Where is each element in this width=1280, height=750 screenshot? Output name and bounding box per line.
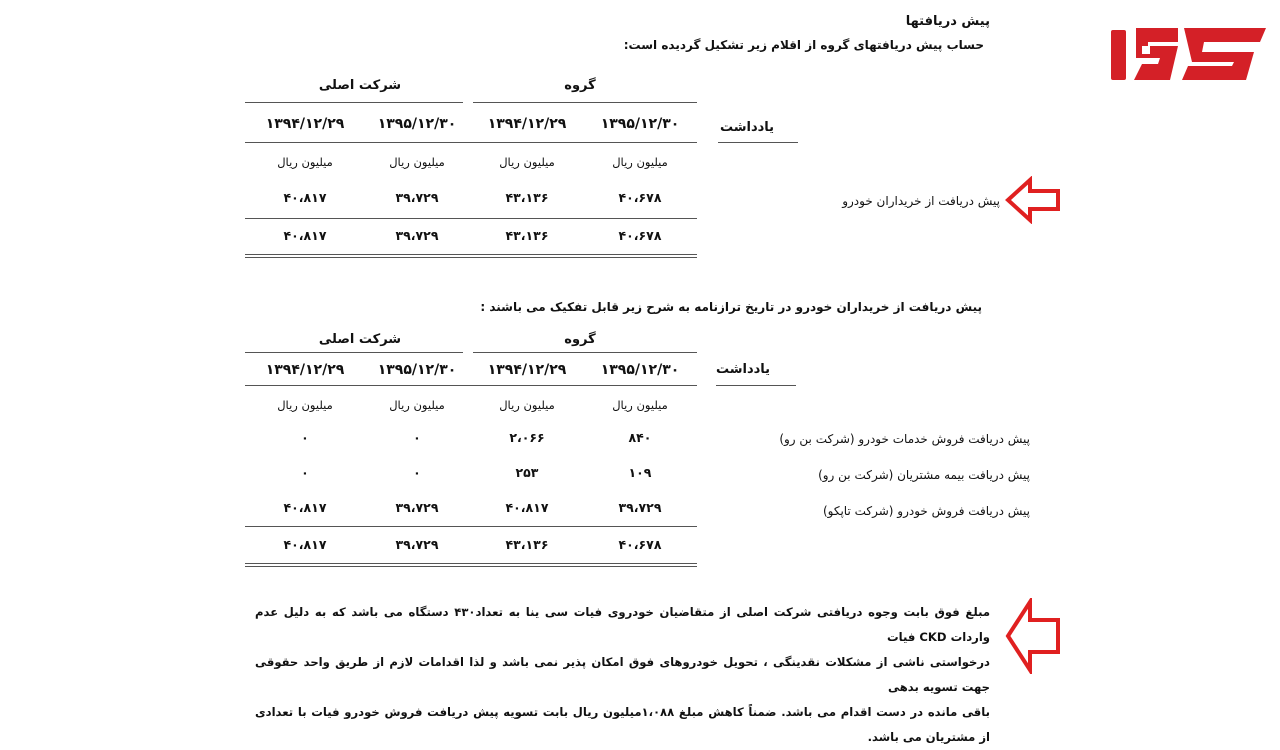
- table2-sub-rule: [245, 526, 697, 527]
- table2-date-col2: ۱۳۹۴/۱۲/۲۹: [487, 362, 567, 378]
- table2-unit-col2: میلیون ریال: [499, 398, 555, 412]
- footnote-paragraph: [255, 600, 990, 750]
- section-title: پیش دریافتها: [905, 14, 990, 29]
- table2-row-label: پیش دریافت فروش خودرو (شرکت تاپکو): [822, 504, 1030, 518]
- footnote-line: باقی مانده در دست اقدام می باشد. ضمناً کاهش مبلغ ۱،۰۸۸میلیون ریال بابت تسویه پیش دریافت فروش خودرو فیات با تعدادی از مشتریان می باشد.: [255, 705, 990, 744]
- table2-row-value: ۴۰،۸۱۷: [505, 500, 549, 515]
- rokna-logo-mark: [1108, 22, 1266, 84]
- table1-date-col2: ۱۳۹۴/۱۲/۲۹: [487, 116, 567, 132]
- table1-note-header: یادداشت: [719, 120, 775, 135]
- table2-date-col3: ۱۳۹۵/۱۲/۳۰: [377, 362, 457, 378]
- table1-total-rule: [245, 254, 697, 258]
- table1-total-value: ۴۳،۱۳۶: [505, 228, 549, 243]
- table2-row-value: ۴۰،۸۱۷: [283, 500, 327, 515]
- table1-sub-rule: [245, 218, 697, 219]
- table2-note-header: یادداشت: [715, 362, 771, 377]
- table2-row-value: ۲،۰۶۶: [509, 430, 545, 445]
- table2-group-header: گروه: [564, 332, 596, 347]
- table1-date-col4: ۱۳۹۴/۱۲/۲۹: [265, 116, 345, 132]
- table2-row-label: پیش دریافت فروش خدمات خودرو (شرکت بن رو): [779, 432, 1030, 446]
- table2-group-rule: [473, 352, 697, 353]
- table1-row-value: ۴۰،۶۷۸: [618, 190, 662, 205]
- table2-row-value: ۰: [413, 465, 421, 480]
- footnote-line: درخواستی ناشی از مشکلات نقدینگی ، تحویل خودروهای فوق امکان پذیر نمی باشد و لذا اقدامات لازم از طریق واحد حقوقی جهت تسویه بدهی: [255, 655, 990, 694]
- table2-date-col1: ۱۳۹۵/۱۲/۳۰: [600, 362, 680, 378]
- table2-note-rule: [716, 385, 796, 386]
- table2-total-value: ۴۰،۸۱۷: [283, 537, 327, 552]
- table2-date-rule: [245, 385, 697, 386]
- table1-unit-col4: میلیون ریال: [277, 155, 333, 169]
- table2-unit-col1: میلیون ریال: [612, 398, 668, 412]
- table2-row-value: ۸۴۰: [628, 430, 652, 445]
- table2-total-value: ۴۳،۱۳۶: [505, 537, 549, 552]
- table2-row-value: ۱۰۹: [628, 465, 652, 480]
- table1-group-header: گروه: [564, 78, 596, 93]
- table1-unit-col2: میلیون ریال: [499, 155, 555, 169]
- table2-unit-col3: میلیون ریال: [389, 398, 445, 412]
- table2-row-value: ۰: [413, 430, 421, 445]
- table1-row-value: ۳۹،۷۲۹: [395, 190, 439, 205]
- table1-company-header: شرکت اصلی: [318, 78, 402, 93]
- table2-row-value: ۳۹،۷۲۹: [618, 500, 662, 515]
- rokna-logo: [1108, 22, 1266, 84]
- table2-unit-col4: میلیون ریال: [277, 398, 333, 412]
- table2-total-value: ۳۹،۷۲۹: [395, 537, 439, 552]
- table1-company-rule: [245, 102, 463, 103]
- red-arrow-icon: [1004, 598, 1062, 674]
- table1-note-rule: [718, 142, 798, 143]
- table2-total-rule: [245, 563, 697, 567]
- table1-row-label: پیش دریافت از خریداران خودرو: [842, 194, 1000, 208]
- table2-company-rule: [245, 352, 463, 353]
- table1-date-col1: ۱۳۹۵/۱۲/۳۰: [600, 116, 680, 132]
- table1-date-rule: [245, 142, 697, 143]
- table2-row-value: ۰: [301, 465, 309, 480]
- table1-total-value: ۴۰،۸۱۷: [283, 228, 327, 243]
- table1-row-value: ۴۰،۸۱۷: [283, 190, 327, 205]
- table1-total-value: ۴۰،۶۷۸: [618, 228, 662, 243]
- table1-group-rule: [473, 102, 697, 103]
- table1-row-value: ۴۳،۱۳۶: [505, 190, 549, 205]
- table2-row-label: پیش دریافت بیمه مشتریان (شرکت بن رو): [818, 468, 1030, 482]
- red-arrow-icon: [1004, 176, 1062, 224]
- table2-row-value: ۲۵۳: [515, 465, 539, 480]
- intro-text: حساب پیش دریافتهای گروه از اقلام زیر تشکیل گردیده است:: [623, 38, 984, 52]
- table1-unit-col3: میلیون ریال: [389, 155, 445, 169]
- table2-row-value: ۳۹،۷۲۹: [395, 500, 439, 515]
- table1-unit-col1: میلیون ریال: [612, 155, 668, 169]
- table1-total-value: ۳۹،۷۲۹: [395, 228, 439, 243]
- breakdown-intro: پیش دریافت از خریداران خودرو در تاریخ ترازنامه به شرح زیر قابل تفکیک می باشند :: [480, 300, 982, 314]
- table2-date-col4: ۱۳۹۴/۱۲/۲۹: [265, 362, 345, 378]
- table2-company-header: شرکت اصلی: [318, 332, 402, 347]
- table2-total-value: ۴۰،۶۷۸: [618, 537, 662, 552]
- table2-row-value: ۰: [301, 430, 309, 445]
- footnote-line: مبلغ فوق بابت وجوه دریافتی شرکت اصلی از متقاضیان خودروی فیات سی ینا به تعداد۴۳۰ دستگاه می باشد که به دلیل عدم واردات CKD فیات: [255, 605, 990, 644]
- table1-date-col3: ۱۳۹۵/۱۲/۳۰: [377, 116, 457, 132]
